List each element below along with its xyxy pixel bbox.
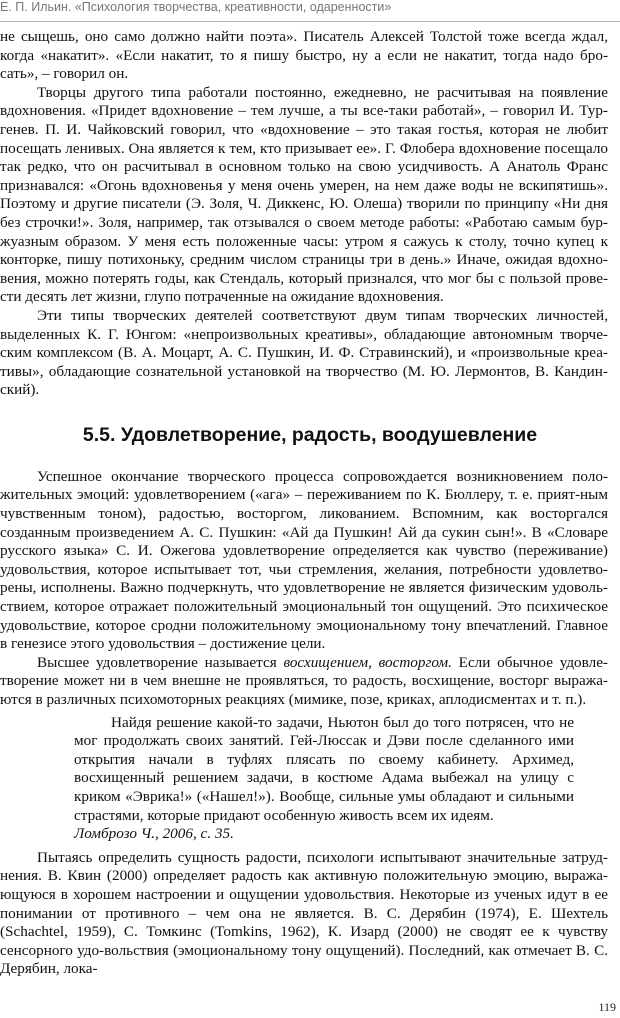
block-quote [74, 714, 574, 844]
quote-source: Ломброзо Ч., 2006, с. 35. [74, 825, 234, 843]
quote-text: Найдя решение какой-то задачи, Ньютон был до того потрясен, что не мог продолжать своих занятий. Гей-Люссак и Дэви после сделанного ими открытия начали в туфлях плясать по своему кабинету. Архимед, восхищенный решением задачи, в костюме Адама выбежал на улицу с криком «Эврика!» («Нашел!»). Вообще, сильные умы обладают и сильными страстями, которые придают особенную живость всем их идеям. [74, 713, 574, 824]
paragraph: Успешное окончание творческого процесса сопровождается возникновением поло-жительных эмоций: удовлетворением («ага» – переживанием по К. Бюллеру, т. е. прият-ным чувственным тоном), радостью, восторгом, ликованием. Вспомним, как восторгался созданным произведением А. С. Пушкин: «Ай да Пушкин! Ай да сукин сын!». В «Словаре русского языка» С. И. Ожегова удовлетворение определяется как чувство (переживание) удовольствия, которое испытывает тот, чьи стремления, желания, потребности удовлетво-рены, исполнены. Важно подчеркнуть, что удовлетворение не является физическим удоволь-ствием, которое отражает положительный эмоциональный тон ощущений. Это психическое удовольствие, которое сродни положительному эмоциональному тону впечатлений. Главное в генезисе этого удовольствия – достижение цели. [0, 467, 608, 653]
paragraph-delight [0, 654, 608, 710]
text-run: Высшее удовлетворение называется [37, 653, 284, 671]
paragraph: не сыщешь, оно само должно найти поэта». Писатель Алексей Толстой тоже всегда ждал, когда «накатит». «Если накатит, то я пишу быстро, ну а если не накатит, тогда надо бро-сать», – говорил он. [0, 28, 608, 83]
text-run: Если обычное удовле-творение может ни в чем внешне не проявляться, то радость, восхищение, восторг выража-ются в различных психомоторных реакциях (мимике, позе, криках, аплодисментах и т. п.). [0, 653, 608, 708]
emphasis-term: восхищением, восторгом. [283, 653, 452, 671]
section-heading: 5.5. Удовлетворение, радость, воодушевление [82, 423, 538, 446]
header-rule [0, 21, 620, 22]
paragraph: Эти типы творческих деятелей соответствуют двум типам творческих личностей, выделенных К. Г. Юнгом: «непроизвольных креативы», обладающие автономным творче-ским комплексом (В. А. Моцарт, А. С. Пушкин, И. Ф. Стравинский), и «произвольные креа-тивы», обладающие сознательной установкой на творчество (М. Ю. Лермонтов, В. Кандин-ский). [0, 306, 608, 399]
running-head: Е. П. Ильин. «Психология творчества, креативности, одаренности» [0, 0, 392, 14]
page-number: 119 [598, 1000, 616, 1014]
paragraph: Творцы другого типа работали постоянно, ежедневно, не расчитывая на появление вдохновения. «Придет вдохновение – тем лучше, а ты все-таки работай», – говорил И. Тур-генев. П. И. Чайковский говорил, что «вдохновение – это такая гостья, которая не любит посещать ленивых. Она является к тем, кто призывает ее». Г. Флобера вдохновение посещало так редко, что он расчитывал в основном только на свою усидчивость. А Анатоль Франс признавался: «Огонь вдохновенья у меня очень умерен, на нем даже воды не вскипятишь». Поэтому и другие писатели (Э. Золя, Ч. Диккенс, Ю. Олеша) творили по принципу «Ни дня без строчки!». Золя, например, так отзывался о своем методе работы: «Работаю самым бур-жуазным образом. У меня есть положенные часы: утром я сажусь к столу, точно купец к конторке, пишу потихоньку, средним числом страницы три в день.» Иначе, ожидая вдохно-вения, можно потерять годы, как Стендаль, который признался, что мог бы с пользой прове-сти десять лет жизни, глупо потраченные на ожидание вдохновения. [0, 83, 608, 306]
page-body [0, 28, 608, 979]
paragraph: Пытаясь определить сущность радости, психологи испытывают значительные затруд-нения. В. Квин (2000) определяет радость как активную положительную эмоцию, выража-ющуюся в хорошем настроении и ощущении удовольствия. Некоторые из ученых идут в ее понимании от противного – чем она не является. В. С. Дерябин (1974), Е. Шехтель (Schachtel, 1959), С. Томкинс (Tomkins, 1962), К. Изард (2000) не сводят ее к чувству сенсорного удо-вольствия (эмоциональному тону ощущений). Последний, как отмечает В. С. Дерябин, лока- [0, 848, 608, 978]
